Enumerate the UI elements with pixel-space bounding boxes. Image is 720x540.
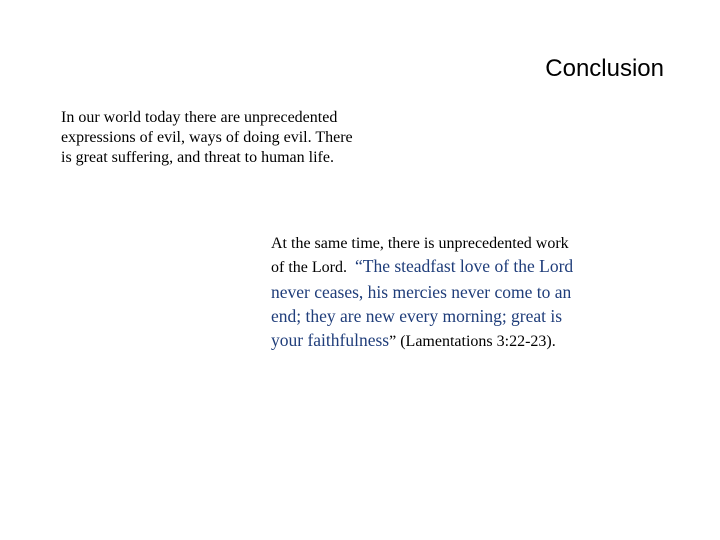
- scripture-quote: your faithfulness: [271, 330, 390, 350]
- paragraph-line: [271, 254, 631, 280]
- lead-text: of the Lord.: [271, 259, 355, 276]
- paragraph-line: At the same time, there is unprecedented work: [271, 235, 569, 252]
- paragraph-lords-work: [271, 233, 631, 354]
- slide-title: Conclusion: [545, 55, 664, 82]
- paragraph-line: is great suffering, and threat to human life.: [61, 149, 334, 166]
- paragraph-line: [271, 328, 631, 354]
- scripture-quote: end; they are new every morning; great is: [271, 306, 563, 326]
- scripture-quote: never ceases, his mercies never come to an: [271, 282, 572, 302]
- scripture-quote: “The steadfast love of the Lord: [354, 256, 574, 276]
- paragraph-line: expressions of evil, ways of doing evil. There: [61, 129, 353, 146]
- paragraph-line: In our world today there are unprecedented: [61, 109, 338, 126]
- closing-quote-mark: ”: [389, 333, 397, 350]
- paragraph-world-evil: [61, 108, 406, 168]
- scripture-citation: (Lamentations 3:22-23).: [396, 333, 556, 350]
